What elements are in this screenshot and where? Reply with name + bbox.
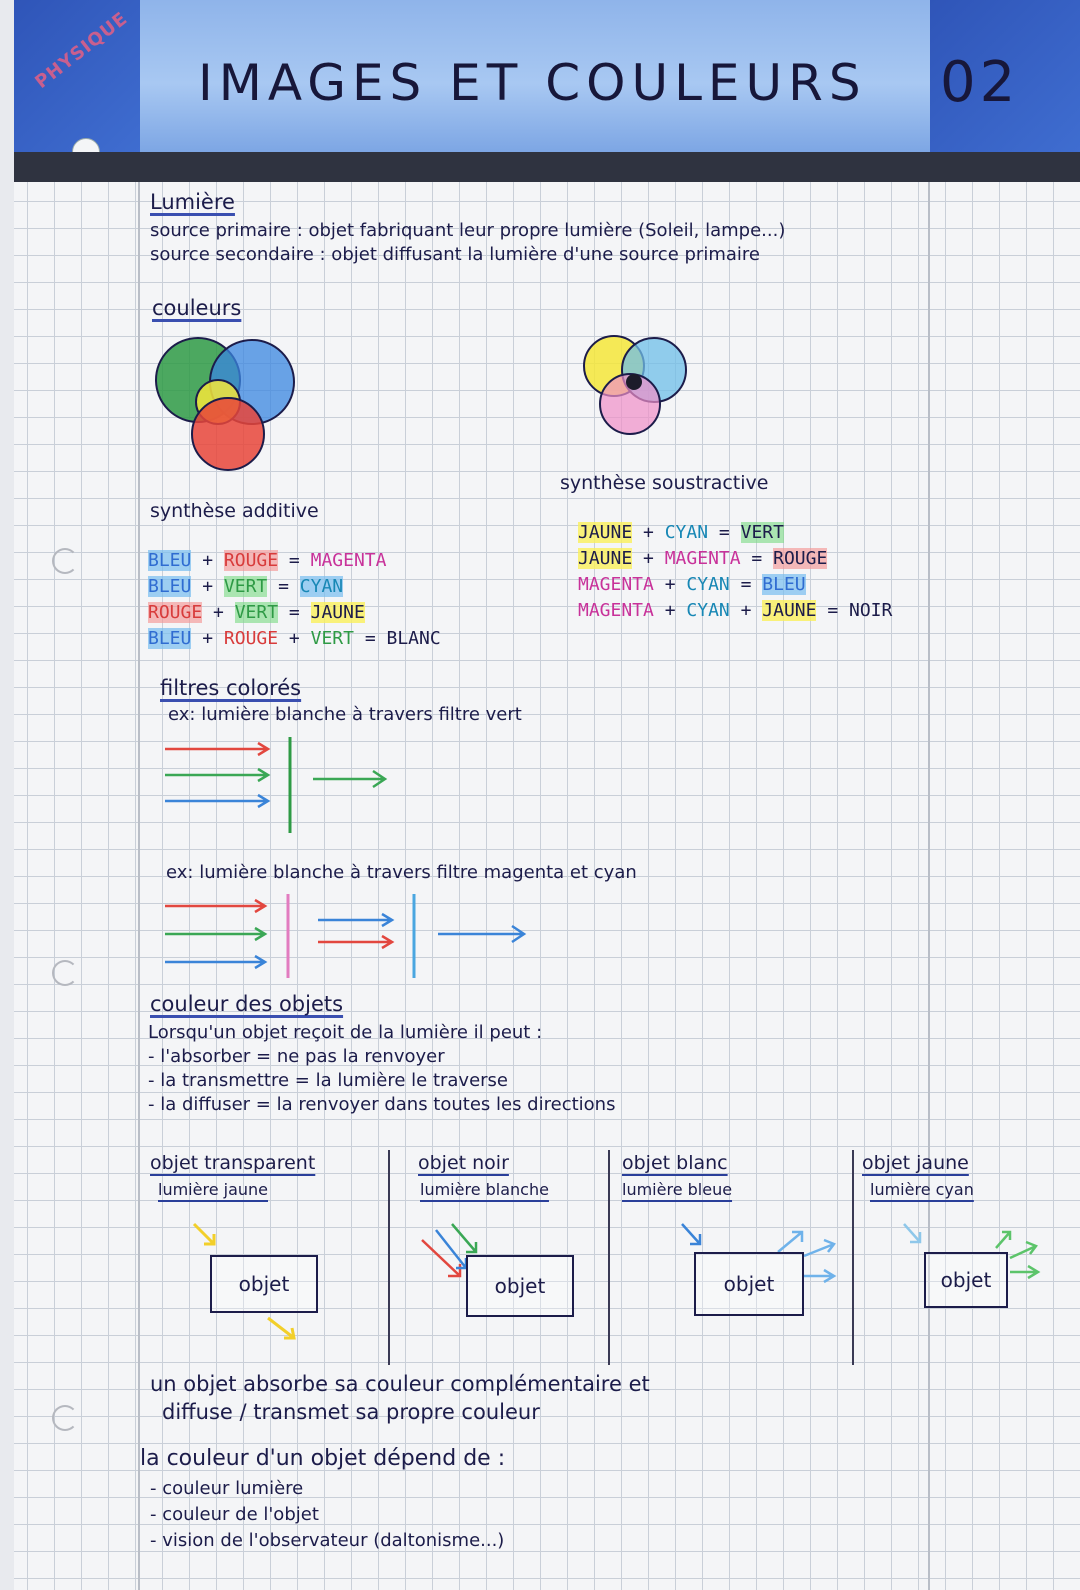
objets-transmit: - la transmettre = la lumière le traverse [148,1070,509,1091]
diffused-blue-arrow [804,1240,834,1256]
chapter-number-box [930,0,1080,152]
diffused-blue-arrow [778,1232,802,1252]
red-ray-arrow [165,900,265,912]
subtractive-equation-3: MAGENTA + CYAN = BLEU [578,574,806,595]
additive-venn-diagram [150,330,310,480]
subtractive-equation-1: JAUNE + CYAN = VERT [578,522,784,543]
incoming-cyan-arrow [904,1224,920,1242]
green-filter-diagram [160,735,420,835]
column-divider [608,1150,610,1365]
incoming-green-arrow [452,1224,476,1252]
objets-absorb: - l'absorber = ne pas la renvoyer [148,1046,445,1067]
blue-ray-arrow [165,795,268,807]
blue-ray-arrow [165,956,265,968]
diffused-green-arrow [996,1232,1010,1248]
case-title-noir: objet noir [418,1152,509,1174]
green-ray-arrow [165,928,265,940]
case-light-jaune: lumière cyan [870,1180,974,1199]
subtractive-venn-diagram [578,330,718,460]
header-divider [14,152,1080,182]
incoming-yellow-arrow [194,1224,214,1244]
transmitted-yellow-arrow [268,1318,294,1338]
absorption-rule-line2: diffuse / transmet sa propre couleur [162,1400,540,1424]
column-divider [852,1150,854,1365]
transmitted-blue-arrow [438,926,524,942]
ring-hole [52,1405,78,1431]
ring-hole [52,548,78,574]
red-ray-arrow [165,743,268,755]
magenta-cyan-filter-diagram [160,892,540,982]
passing-blue-arrow [318,914,392,926]
venn-center-black [626,374,642,390]
filter-example-2: ex: lumière blanche à travers filtre magenta et cyan [166,862,637,883]
venn-circle-red [192,398,264,470]
dependency-item-vision: - vision de l'observateur (daltonisme...) [150,1530,505,1551]
left-margin-line [138,182,140,1590]
incoming-red-arrow [422,1240,460,1276]
lumiere-secondary-line: source secondaire : objet diffusant la lumière d'une source primaire [150,244,760,265]
column-divider [388,1150,390,1365]
section-heading-couleurs: couleurs [152,296,242,320]
objets-diffuse: - la diffuser = la renvoyer dans toutes les directions [148,1094,616,1115]
case-light-transparent: lumière jaune [158,1180,268,1199]
diffused-green-arrow [1010,1266,1038,1278]
subtractive-equation-4: MAGENTA + CYAN + JAUNE = NOIR [578,600,893,621]
object-box-jaune: objet [924,1252,1008,1308]
transmitted-green-arrow [313,771,385,787]
lumiere-primary-line: source primaire : objet fabriquant leur propre lumière (Soleil, lampe...) [150,220,786,241]
right-margin-line [928,182,930,1590]
subject-tab [14,0,140,152]
green-ray-arrow [165,769,268,781]
additive-label: synthèse additive [150,500,319,522]
object-box-blanc: objet [694,1252,804,1316]
dependency-item-object: - couleur de l'objet [150,1504,319,1525]
subtractive-equation-2: JAUNE + MAGENTA = ROUGE [578,548,828,569]
ring-hole [52,960,78,986]
section-heading-lumiere: Lumière [150,190,235,214]
section-heading-filtres: filtres colorés [160,676,302,700]
subtractive-label: synthèse soustractive [560,472,769,494]
passing-red-arrow [318,936,392,948]
object-box-noir: objet [466,1255,574,1317]
case-title-blanc: objet blanc [622,1152,728,1174]
case-title-transparent: objet transparent [150,1152,316,1174]
case-title-jaune: objet jaune [862,1152,969,1174]
additive-equation-3: ROUGE + VERT = JAUNE [148,602,365,623]
diffused-blue-arrow [804,1270,834,1282]
object-box-transparent: objet [210,1255,318,1313]
section-heading-objets: couleur des objets [150,992,344,1016]
chapter-number: 02 [940,50,1020,115]
incoming-blue-arrow [682,1224,700,1244]
dependency-heading: la couleur d'un objet dépend de : [140,1446,506,1471]
objets-intro: Lorsqu'un objet reçoit de la lumière il peut : [148,1022,543,1043]
filter-example-1: ex: lumière blanche à travers filtre vert [168,704,522,725]
subject-label: PHYSIQUE [31,8,132,93]
notebook-edge [0,0,14,1590]
page-title: IMAGES ET COULEURS [198,54,867,112]
case-light-noir: lumière blanche [420,1180,549,1199]
additive-equation-1: BLEU + ROUGE = MAGENTA [148,550,387,571]
absorption-rule-line1: un objet absorbe sa couleur complémentaire et [150,1372,650,1396]
additive-equation-4: BLEU + ROUGE + VERT = BLANC [148,628,441,649]
additive-equation-2: BLEU + VERT = CYAN [148,576,344,597]
case-light-blanc: lumière bleue [622,1180,733,1199]
page-header [140,0,930,152]
diffused-green-arrow [1010,1242,1036,1258]
dependency-item-light: - couleur lumière [150,1478,304,1499]
